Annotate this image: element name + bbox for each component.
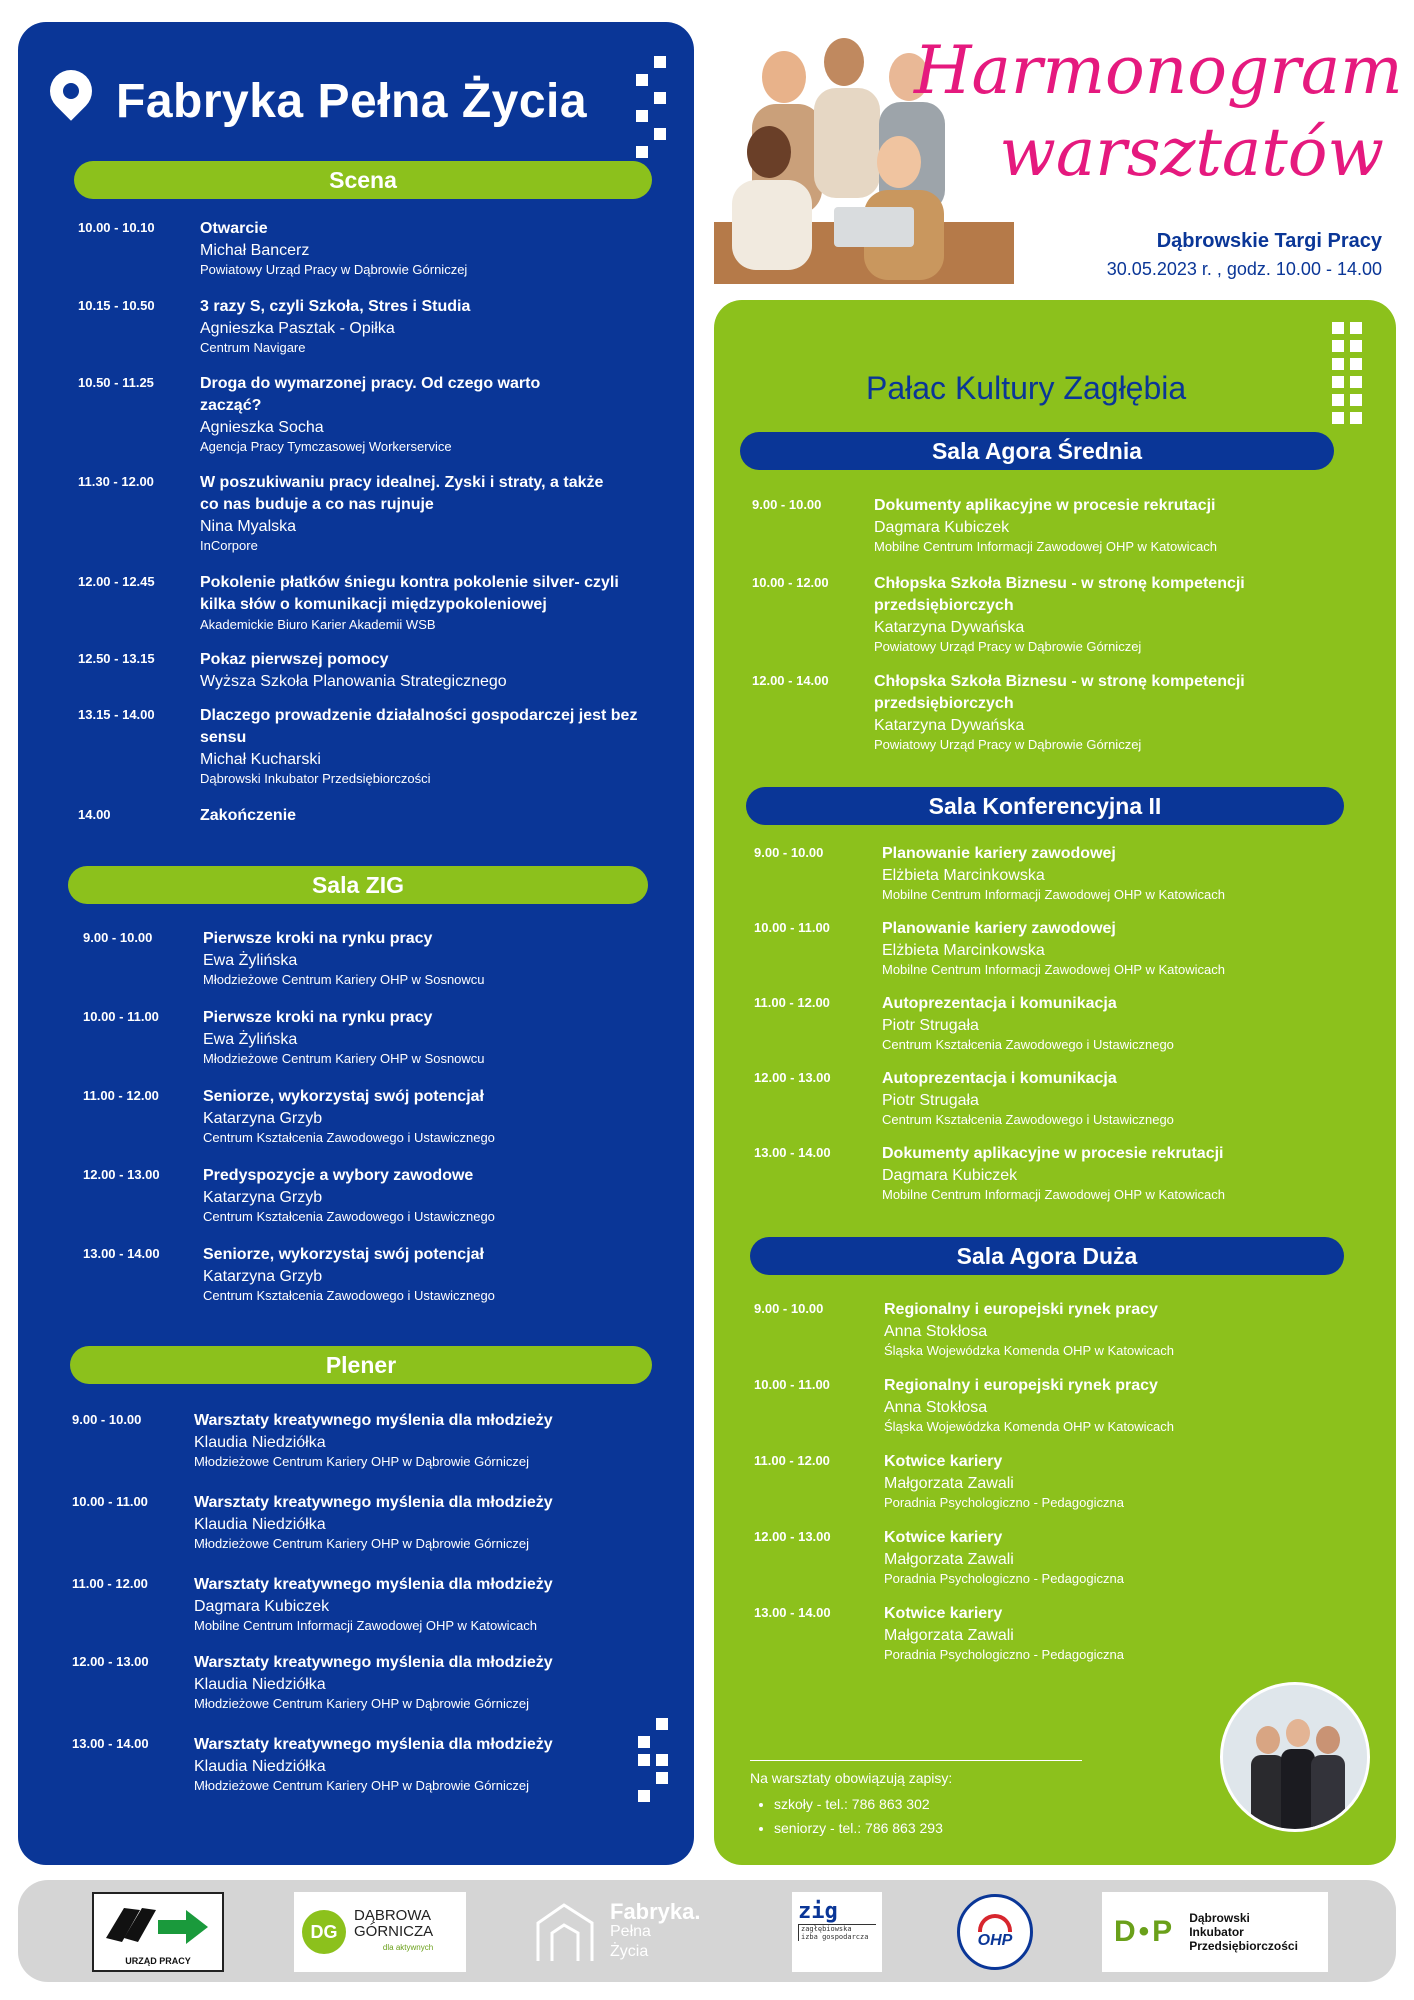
- schedule-row: [754, 1299, 1374, 1375]
- workshop-title: Zakończenie: [200, 807, 297, 824]
- speaker-name: Dagmara Kubiczek: [194, 1598, 330, 1615]
- organization: Powiatowy Urząd Pracy w Dąbrowie Górniczej: [874, 737, 1142, 752]
- schedule-row: [754, 918, 1374, 993]
- time-label: 10.00 - 11.00: [754, 920, 830, 935]
- speaker-name: Elżbieta Marcinkowska: [882, 867, 1045, 884]
- time-label: 13.00 - 14.00: [754, 1145, 831, 1160]
- schedule-plener: [72, 1410, 652, 1816]
- registration-heading: Na warsztaty obowiązują zapisy:: [750, 1770, 953, 1786]
- time-label: 13.00 - 14.00: [754, 1605, 831, 1620]
- speaker-name: Ewa Żylińska: [203, 1031, 298, 1048]
- fabryka-name2: Pełna: [610, 1923, 651, 1940]
- organization: InCorpore: [200, 538, 258, 553]
- dip-line3: Przedsiębiorczości: [1189, 1939, 1298, 1953]
- organization: Powiatowy Urząd Pracy w Dąbrowie Górniczej: [200, 262, 468, 277]
- speaker-name: Małgorzata Zawali: [884, 1627, 1014, 1644]
- organization: Powiatowy Urząd Pracy w Dąbrowie Górniczej: [874, 639, 1142, 654]
- speaker-name: Elżbieta Marcinkowska: [882, 942, 1045, 959]
- schedule-row: [72, 1410, 652, 1492]
- organization: Młodzieżowe Centrum Kariery OHP w Dąbrowie Górniczej: [194, 1454, 529, 1469]
- organization: Młodzieżowe Centrum Kariery OHP w Dąbrowie Górniczej: [194, 1778, 529, 1793]
- workshop-title: Warsztaty kreatywnego myślenia dla młodzieży: [194, 1654, 553, 1671]
- time-label: 12.00 - 13.00: [72, 1654, 149, 1669]
- workshop-title: Dlaczego prowadzenie działalności gospodarczej jest bez sensu: [200, 707, 638, 746]
- speaker-name: Wyższa Szkoła Planowania Strategicznego: [200, 673, 507, 690]
- speaker-name: Anna Stokłosa: [884, 1399, 988, 1416]
- section-header-agora-srednia: Sala Agora Średnia: [740, 432, 1334, 470]
- workshop-title: Otwarcie: [200, 220, 268, 237]
- organization: Młodzieżowe Centrum Kariery OHP w Sosnowcu: [203, 1051, 485, 1066]
- schedule-row: [83, 1244, 653, 1323]
- time-label: 10.00 - 11.00: [72, 1494, 148, 1509]
- time-label: 9.00 - 10.00: [72, 1412, 142, 1427]
- section-header-konferencyjna: Sala Konferencyjna II: [746, 787, 1344, 825]
- schedule-row: [754, 1603, 1374, 1679]
- venue-title-right: Pałac Kultury Zagłębia: [866, 370, 1187, 406]
- schedule-row: [752, 671, 1372, 769]
- workshop-title: Pierwsze kroki na rynku pracy: [203, 930, 433, 947]
- time-label: 12.00 - 12.45: [78, 574, 155, 589]
- workshop-title: Droga do wymarzonej pracy. Od czego warto zacząć?: [200, 375, 541, 414]
- ohp-emblem-icon: [978, 1914, 1012, 1932]
- workshop-title: Warsztaty kreatywnego myślenia dla młodzieży: [194, 1736, 553, 1753]
- schedule-row: [83, 928, 653, 1007]
- schedule-row: [752, 573, 1372, 671]
- workshop-title: Autoprezentacja i komunikacja: [882, 1070, 1117, 1087]
- heading-line1: Harmonogram: [914, 32, 1403, 109]
- schedule-row: [78, 705, 658, 805]
- organization: Akademickie Biuro Karier Akademii WSB: [200, 617, 436, 632]
- schedule-row: [754, 1375, 1374, 1451]
- dip-logo: [1102, 1892, 1328, 1972]
- schedule-row: [78, 296, 658, 373]
- fabryka-house-icon: [534, 1901, 596, 1963]
- organization: Agencja Pracy Tymczasowej Workerservice: [200, 439, 452, 454]
- time-label: 9.00 - 10.00: [754, 1301, 824, 1316]
- time-label: 12.50 - 13.15: [78, 651, 155, 666]
- schedule-row: [78, 373, 658, 472]
- workshop-title: W poszukiwaniu pracy idealnej. Zyski i straty, a także co nas buduje a co nas rujnuje: [200, 474, 604, 513]
- speaker-name: Michał Bancerz: [200, 242, 310, 259]
- speaker-name: Klaudia Niedziółka: [194, 1434, 326, 1451]
- organization: Centrum Kształcenia Zawodowego i Ustawicznego: [882, 1037, 1174, 1052]
- time-label: 12.00 - 13.00: [754, 1529, 831, 1544]
- workshop-title: Regionalny i europejski rynek pracy: [884, 1301, 1158, 1318]
- schedule-row: [78, 649, 658, 705]
- dg-tagline: dla aktywnych: [382, 1943, 434, 1952]
- schedule-row: [754, 1527, 1374, 1603]
- time-label: 11.00 - 12.00: [754, 1453, 830, 1468]
- workshop-title: Planowanie kariery zawodowej: [882, 920, 1116, 937]
- organization: Młodzieżowe Centrum Kariery OHP w Sosnowcu: [203, 972, 485, 987]
- time-label: 13.00 - 14.00: [72, 1736, 149, 1751]
- dots-decoration-icon: [636, 56, 666, 158]
- schedule-zig: [83, 928, 653, 1323]
- dabrowa-gornicza-logo: [294, 1892, 466, 1972]
- divider: [750, 1760, 1082, 1761]
- schedule-row: [72, 1652, 652, 1734]
- schedule-row: [754, 1068, 1374, 1143]
- speaker-name: Dagmara Kubiczek: [882, 1167, 1018, 1184]
- workshop-title: Pierwsze kroki na rynku pracy: [203, 1009, 433, 1026]
- schedule-row: [752, 495, 1372, 573]
- workshop-title: Warsztaty kreatywnego myślenia dla młodzieży: [194, 1494, 553, 1511]
- schedule-row: [78, 572, 658, 649]
- schedule-row: [754, 843, 1374, 918]
- speaker-name: Klaudia Niedziółka: [194, 1516, 326, 1533]
- schedule-row: [78, 218, 658, 296]
- dg-emblem-icon: DG: [302, 1910, 346, 1954]
- dots-decoration-icon: [1332, 322, 1362, 424]
- workshop-title: Kotwice kariery: [884, 1453, 1003, 1470]
- time-label: 10.50 - 11.25: [78, 375, 154, 390]
- speaker-name: Katarzyna Dywańska: [874, 619, 1025, 636]
- workshop-title: Chłopska Szkoła Biznesu - w stronę kompetencji przedsiębiorczych: [874, 673, 1245, 712]
- section-header-plener: Plener: [70, 1346, 652, 1384]
- organization: Mobilne Centrum Informacji Zawodowej OHP w Katowicach: [194, 1618, 537, 1633]
- schedule-konferencyjna: [754, 843, 1374, 1218]
- registration-phone-seniors: • seniorzy - tel.: 786 863 293: [774, 1820, 952, 1836]
- schedule-row: [83, 1086, 653, 1165]
- venue-title-left: Fabryka Pełna Życia: [116, 74, 588, 128]
- dots-decoration-icon: [638, 1718, 668, 1802]
- speaker-name: Katarzyna Grzyb: [203, 1268, 323, 1285]
- speaker-name: Klaudia Niedziółka: [194, 1758, 326, 1775]
- heading-line2: warsztatów: [999, 114, 1384, 191]
- speaker-name: Piotr Strugała: [882, 1092, 979, 1109]
- schedule-row: [754, 1143, 1374, 1218]
- workshop-title: Dokumenty aplikacyjne w procesie rekrutacji: [874, 497, 1216, 514]
- workshop-title: Pokolenie płatków śniegu kontra pokolenie silver- czyli kilka słów o komunikacji międzypokoleniowej: [200, 574, 619, 613]
- speaker-name: Agnieszka Socha: [200, 419, 324, 436]
- zig-line1: zagłębiowska: [798, 1924, 876, 1933]
- workshop-title: Kotwice kariery: [884, 1529, 1003, 1546]
- urzad-pracy-logo: [92, 1892, 224, 1972]
- schedule-row: [83, 1165, 653, 1244]
- section-header-agora-duza: Sala Agora Duża: [750, 1237, 1344, 1275]
- time-label: 10.00 - 10.10: [78, 220, 155, 235]
- workshop-title: Autoprezentacja i komunikacja: [882, 995, 1117, 1012]
- schedule-scena: [78, 218, 658, 835]
- time-label: 11.30 - 12.00: [78, 474, 154, 489]
- workshop-title: Seniorze, wykorzystaj swój potencjał: [203, 1088, 484, 1105]
- speaker-name: Piotr Strugała: [882, 1017, 979, 1034]
- page-heading: [914, 30, 1403, 194]
- registration-note: [750, 1762, 952, 1844]
- schedule-row: [72, 1734, 652, 1816]
- organization: Centrum Kształcenia Zawodowego i Ustawicznego: [203, 1288, 495, 1303]
- fabryka-logo: [534, 1892, 744, 1972]
- speaker-name: Katarzyna Grzyb: [203, 1110, 323, 1127]
- section-header-scena: Scena: [74, 161, 652, 199]
- speaker-name: Klaudia Niedziółka: [194, 1676, 326, 1693]
- speaker-name: Małgorzata Zawali: [884, 1475, 1014, 1492]
- schedule-row: [78, 805, 658, 835]
- workshop-title: Dokumenty aplikacyjne w procesie rekrutacji: [882, 1145, 1224, 1162]
- organization: Poradnia Psychologiczno - Pedagogiczna: [884, 1571, 1124, 1586]
- schedule-row: [83, 1007, 653, 1086]
- time-label: 10.15 - 10.50: [78, 298, 155, 313]
- location-pin-icon: [48, 70, 94, 132]
- venue-header-left: [48, 70, 587, 132]
- dg-name2: GÓRNICZA: [354, 1923, 434, 1940]
- ohp-logo: [950, 1892, 1040, 1972]
- schedule-agora-duza: [754, 1299, 1374, 1679]
- time-label: 11.00 - 12.00: [83, 1088, 159, 1103]
- workshop-title: Planowanie kariery zawodowej: [882, 845, 1116, 862]
- organization: Centrum Kształcenia Zawodowego i Ustawicznego: [203, 1130, 495, 1145]
- schedule-row: [78, 472, 658, 572]
- organization: Centrum Kształcenia Zawodowego i Ustawicznego: [882, 1112, 1174, 1127]
- workshop-title: 3 razy S, czyli Szkoła, Stres i Studia: [200, 298, 471, 315]
- organization: Centrum Navigare: [200, 340, 306, 355]
- zig-logo: [792, 1892, 882, 1972]
- organization: Mobilne Centrum Informacji Zawodowej OHP w Katowicach: [874, 539, 1217, 554]
- speaker-name: Michał Kucharski: [200, 751, 321, 768]
- dip-mark-icon: D•P: [1114, 1915, 1176, 1948]
- organization: Mobilne Centrum Informacji Zawodowej OHP w Katowicach: [882, 1187, 1225, 1202]
- schedule-row: [754, 993, 1374, 1068]
- time-label: 9.00 - 10.00: [83, 930, 153, 945]
- event-name: Dąbrowskie Targi Pracy: [1156, 230, 1382, 252]
- speaker-name: Nina Myalska: [200, 518, 297, 535]
- organization: Młodzieżowe Centrum Kariery OHP w Dąbrowie Górniczej: [194, 1536, 529, 1551]
- registration-phone-schools: • szkoły - tel.: 786 863 302: [774, 1796, 952, 1812]
- workshop-title: Chłopska Szkoła Biznesu - w stronę kompetencji przedsiębiorczych: [874, 575, 1245, 614]
- time-label: 10.00 - 11.00: [754, 1377, 830, 1392]
- organization: Poradnia Psychologiczno - Pedagogiczna: [884, 1647, 1124, 1662]
- time-label: 11.00 - 12.00: [72, 1576, 148, 1591]
- organization: Śląska Wojewódzka Komenda OHP w Katowicach: [884, 1343, 1174, 1358]
- workshop-title: Warsztaty kreatywnego myślenia dla młodzieży: [194, 1412, 553, 1429]
- fabryka-name: Fabryka.: [610, 1899, 701, 1924]
- schedule-row: [72, 1492, 652, 1574]
- time-label: 10.00 - 12.00: [752, 575, 829, 590]
- time-label: 14.00: [78, 807, 111, 822]
- speaker-name: Małgorzata Zawali: [884, 1551, 1014, 1568]
- speaker-name: Ewa Żylińska: [203, 952, 298, 969]
- time-label: 13.00 - 14.00: [83, 1246, 160, 1261]
- organization: Śląska Wojewódzka Komenda OHP w Katowicach: [884, 1419, 1174, 1434]
- zig-line2: izba gospodarcza: [798, 1933, 876, 1941]
- workshop-title: Predyspozycje a wybory zawodowe: [203, 1167, 474, 1184]
- zig-name: zig: [798, 1899, 838, 1924]
- organization: Młodzieżowe Centrum Kariery OHP w Dąbrowie Górniczej: [194, 1696, 529, 1711]
- time-label: 13.15 - 14.00: [78, 707, 155, 722]
- organization: Poradnia Psychologiczno - Pedagogiczna: [884, 1495, 1124, 1510]
- workshop-title: Regionalny i europejski rynek pracy: [884, 1377, 1158, 1394]
- organization: Dąbrowski Inkubator Przedsiębiorczości: [200, 771, 431, 786]
- schedule-agora-srednia: [752, 495, 1372, 769]
- workshop-title: Seniorze, wykorzystaj swój potencjał: [203, 1246, 484, 1263]
- speaker-name: Agnieszka Pasztak - Opiłka: [200, 320, 395, 337]
- time-label: 9.00 - 10.00: [752, 497, 822, 512]
- schedule-row: [72, 1574, 652, 1652]
- organization: Mobilne Centrum Informacji Zawodowej OHP w Katowicach: [882, 887, 1225, 902]
- dg-name1: DĄBROWA: [354, 1907, 431, 1924]
- dip-line2: Inkubator: [1189, 1925, 1244, 1939]
- speaker-name: Katarzyna Grzyb: [203, 1189, 323, 1206]
- time-label: 10.00 - 11.00: [83, 1009, 159, 1024]
- workshop-title: Warsztaty kreatywnego myślenia dla młodzieży: [194, 1576, 553, 1593]
- ohp-name: OHP: [977, 1932, 1013, 1949]
- time-label: 12.00 - 14.00: [752, 673, 829, 688]
- time-label: 12.00 - 13.00: [83, 1167, 160, 1182]
- organization: Centrum Kształcenia Zawodowego i Ustawicznego: [203, 1209, 495, 1224]
- urzad-pracy-text: URZĄD PRACY: [125, 1956, 191, 1966]
- fabryka-name3: Życia: [610, 1943, 649, 1960]
- speaker-name: Anna Stokłosa: [884, 1323, 988, 1340]
- time-label: 12.00 - 13.00: [754, 1070, 831, 1085]
- dip-line1: Dąbrowski: [1189, 1911, 1250, 1925]
- event-date: 30.05.2023 r. , godz. 10.00 - 14.00: [1106, 259, 1382, 279]
- schedule-row: [754, 1451, 1374, 1527]
- speaker-name: Dagmara Kubiczek: [874, 519, 1010, 536]
- organization: Mobilne Centrum Informacji Zawodowej OHP w Katowicach: [882, 962, 1225, 977]
- workshop-title: Kotwice kariery: [884, 1605, 1003, 1622]
- workshop-title: Pokaz pierwszej pomocy: [200, 651, 389, 668]
- team-photo: [1220, 1682, 1370, 1832]
- speaker-name: Katarzyna Dywańska: [874, 717, 1025, 734]
- section-header-zig: Sala ZIG: [68, 866, 648, 904]
- time-label: 11.00 - 12.00: [754, 995, 830, 1010]
- time-label: 9.00 - 10.00: [754, 845, 824, 860]
